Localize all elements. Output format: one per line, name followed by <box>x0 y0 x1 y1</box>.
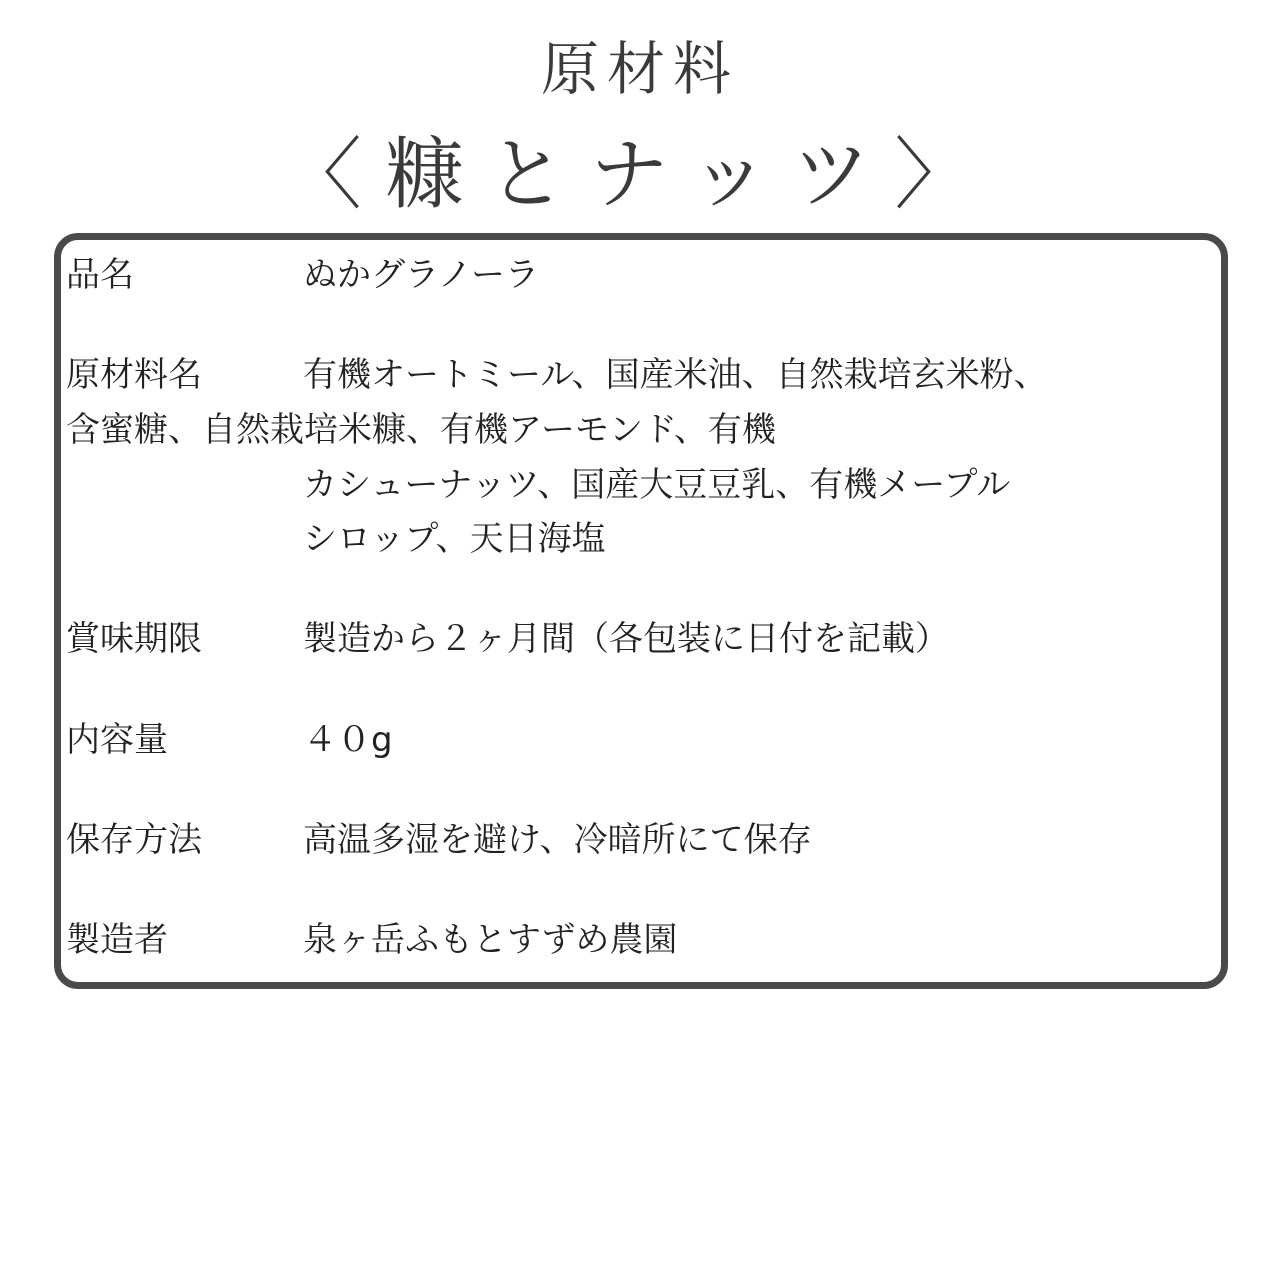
storage-label: 保存方法 <box>66 820 202 860</box>
product-subtitle: 〈糠とナッツ〉 <box>283 130 997 220</box>
ingredients-line: シロップ、天日海塩 <box>303 519 606 559</box>
page-title: 原材料 <box>540 35 739 103</box>
product-name-label: 品名 <box>66 255 134 295</box>
product-name-value: ぬかグラノーラ <box>303 255 539 295</box>
manufacturer-value: 泉ヶ岳ふもとすずめ農園 <box>303 920 678 960</box>
net-content-label: 内容量 <box>66 720 168 760</box>
ingredients-line: 含蜜糖、自然栽培米糠、有機アーモンド、有機 <box>66 410 776 450</box>
manufacturer-label: 製造者 <box>66 920 168 960</box>
ingredients-label: 原材料名 <box>66 355 202 395</box>
net-content-value: ４０g <box>303 720 393 760</box>
storage-value: 高温多湿を避け、冷暗所にて保存 <box>303 820 812 860</box>
ingredients-line: 有機オートミール、国産米油、自然栽培玄米粉、 <box>303 355 1048 395</box>
ingredient-label-box <box>54 233 1228 989</box>
ingredients-line: カシューナッツ、国産大豆豆乳、有機メープル <box>303 465 1011 505</box>
best-before-value: 製造から２ヶ月間（各包装に日付を記載） <box>303 619 949 659</box>
best-before-label: 賞味期限 <box>66 619 202 659</box>
